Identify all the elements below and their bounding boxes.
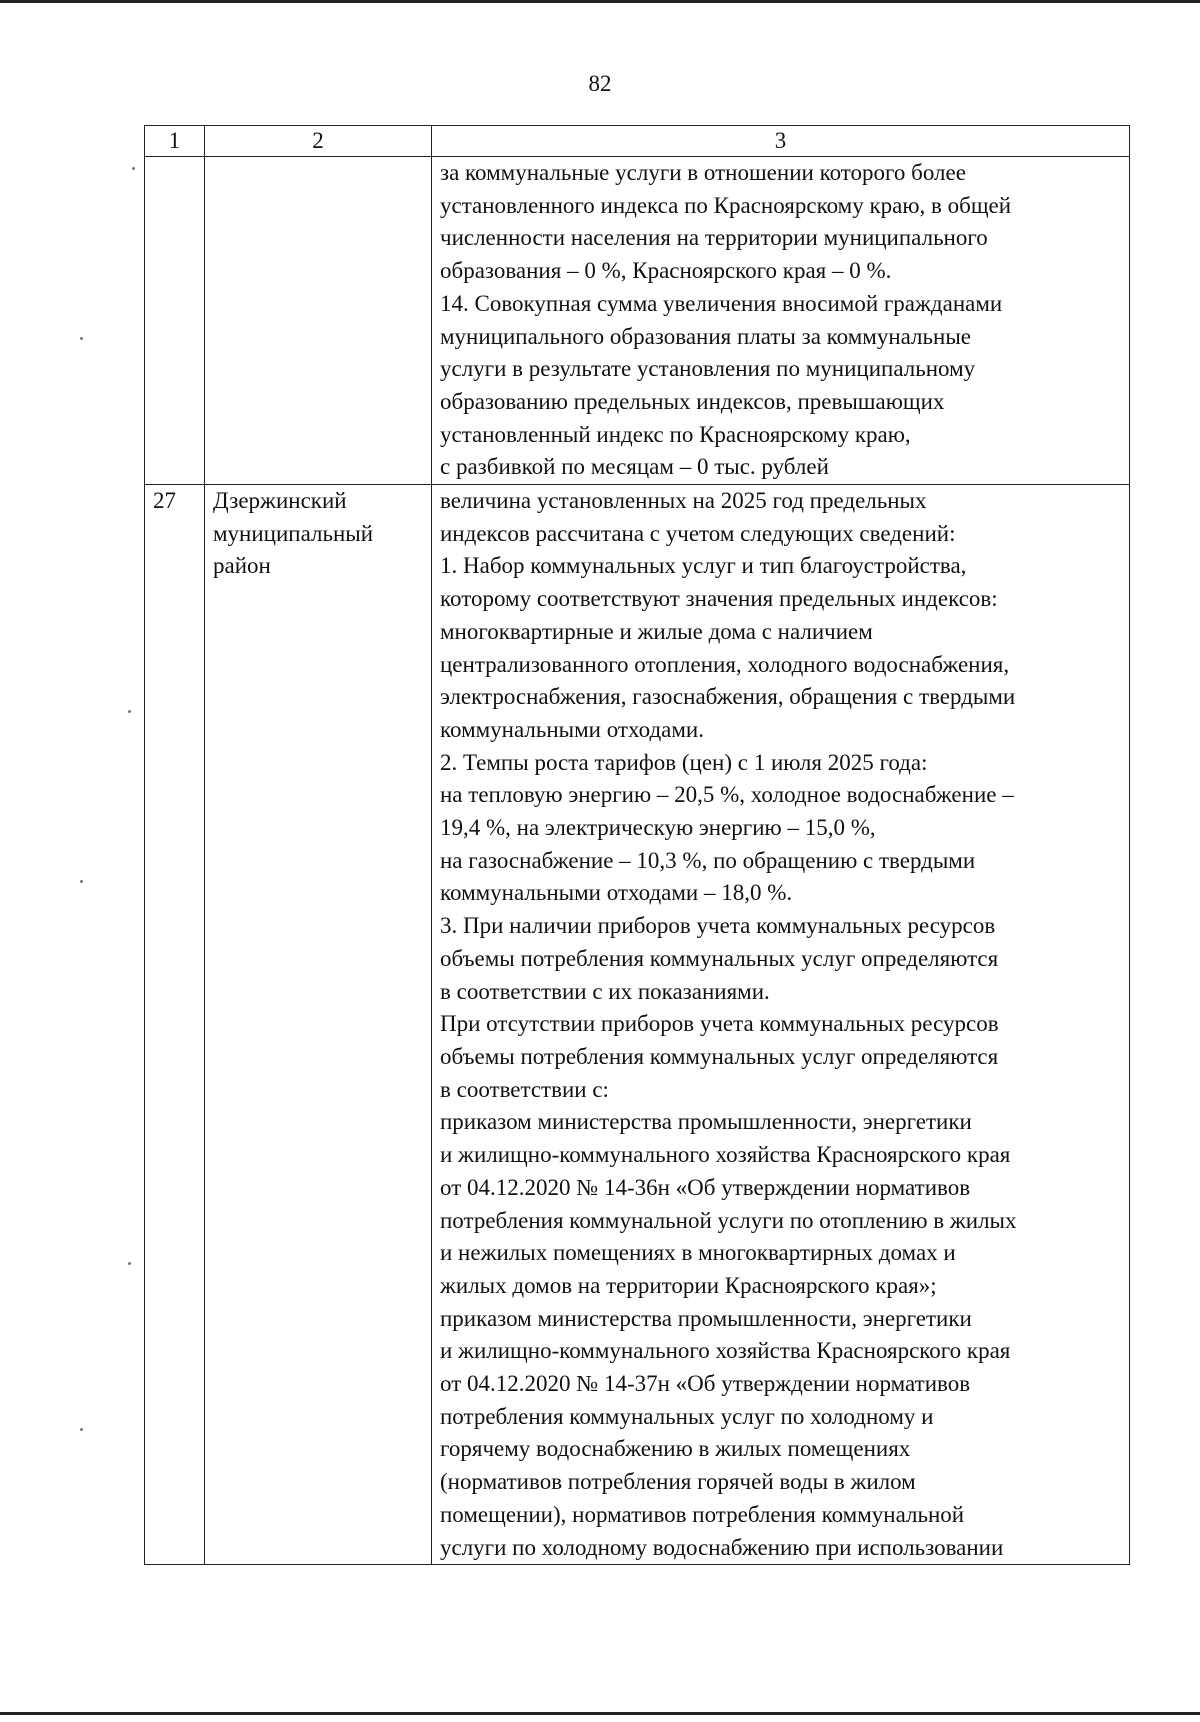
description-line: услуги в результате установления по муниципальному bbox=[440, 356, 976, 382]
description-line: многоквартирные и жилые дома с наличием bbox=[440, 618, 873, 644]
description-line: величина установленных на 2025 год предельных bbox=[440, 488, 927, 514]
column-header-3: 3 bbox=[432, 126, 1130, 157]
page-number: 82 bbox=[588, 71, 612, 96]
description-line: муниципального образования платы за коммунальные bbox=[440, 323, 971, 349]
description-line: жилых домов на территории Красноярского края»; bbox=[440, 1272, 937, 1298]
scan-speck bbox=[132, 167, 135, 170]
description-line: образования – 0 %, Красноярского края – 0 %. bbox=[440, 258, 892, 284]
municipality-name-cell bbox=[205, 157, 432, 485]
column-header-1: 1 bbox=[145, 126, 205, 157]
description-line: на газоснабжение – 10,3 %, по обращению с твердыми bbox=[440, 847, 976, 873]
description-line: приказом министерства промышленности, энергетики bbox=[440, 1109, 972, 1135]
description-line: установленный индекс по Красноярскому краю, bbox=[440, 421, 911, 447]
description-line: в соответствии с: bbox=[440, 1076, 609, 1102]
description-line: объемы потребления коммунальных услуг определяются bbox=[440, 945, 999, 971]
description-line: 2. Темпы роста тарифов (цен) с 1 июля 2025 года: bbox=[440, 749, 928, 775]
description-line: и жилищно-коммунального хозяйства Красноярского края bbox=[440, 1338, 1011, 1364]
description-line: централизованного отопления, холодного водоснабжения, bbox=[440, 651, 1010, 677]
description-line: потребления коммунальных услуг по холодному и bbox=[440, 1403, 934, 1429]
row-number-cell bbox=[145, 157, 205, 485]
description-cell bbox=[432, 485, 1130, 1565]
description-line: образованию предельных индексов, превышающих bbox=[440, 388, 945, 414]
description-line: приказом министерства промышленности, энергетики bbox=[440, 1305, 972, 1331]
description-line: горячему водоснабжению в жилых помещениях bbox=[440, 1436, 911, 1462]
description-line: с разбивкой по месяцам – 0 тыс. рублей bbox=[440, 454, 829, 480]
scan-bottom-border bbox=[0, 1712, 1200, 1715]
description-line: от 04.12.2020 № 14-36н «Об утверждении нормативов bbox=[440, 1174, 971, 1200]
description-line: (нормативов потребления горячей воды в жилом bbox=[440, 1469, 916, 1495]
municipality-name-line: муниципальный bbox=[213, 520, 374, 546]
description-line: 19,4 %, на электрическую энергию – 15,0 %, bbox=[440, 815, 876, 841]
description-line: 1. Набор коммунальных услуг и тип благоустройства, bbox=[440, 553, 967, 579]
scan-speck bbox=[80, 1428, 83, 1431]
scan-speck bbox=[128, 1262, 131, 1265]
description-line: и жилищно-коммунального хозяйства Красноярского края bbox=[440, 1142, 1011, 1168]
description-line: услуги по холодному водоснабжению при использовании bbox=[440, 1534, 1004, 1560]
description-line: 3. При наличии приборов учета коммунальных ресурсов bbox=[440, 913, 996, 939]
municipality-name-line: район bbox=[213, 553, 271, 579]
table-header-row bbox=[145, 126, 1130, 157]
description-line: и нежилых помещениях в многоквартирных домах и bbox=[440, 1240, 956, 1266]
description-line: 14. Совокупная сумма увеличения вносимой гражданами bbox=[440, 290, 1003, 316]
description-line: потребления коммунальной услуги по отоплению в жилых bbox=[440, 1207, 1017, 1233]
column-header-2: 2 bbox=[205, 126, 432, 157]
description-line: индексов рассчитана с учетом следующих сведений: bbox=[440, 520, 956, 546]
description-line: численности населения на территории муниципального bbox=[440, 225, 988, 251]
description-line: в соответствии с их показаниями. bbox=[440, 978, 770, 1004]
description-line: объемы потребления коммунальных услуг определяются bbox=[440, 1043, 999, 1069]
table-body bbox=[145, 157, 1130, 1565]
table-row bbox=[145, 157, 1130, 485]
row-number-cell: 27 bbox=[145, 485, 205, 1565]
scan-speck bbox=[128, 710, 131, 713]
description-line: При отсутствии приборов учета коммунальных ресурсов bbox=[440, 1011, 999, 1037]
description-line: от 04.12.2020 № 14-37н «Об утверждении нормативов bbox=[440, 1371, 971, 1397]
description-cell bbox=[432, 157, 1130, 485]
regulation-table bbox=[144, 125, 1130, 1565]
description-line: помещении), нормативов потребления коммунальной bbox=[440, 1501, 965, 1527]
description-line: на тепловую энергию – 20,5 %, холодное водоснабжение – bbox=[440, 782, 1014, 808]
description-line: коммунальными отходами. bbox=[440, 716, 704, 742]
municipality-name-line: Дзержинский bbox=[213, 488, 347, 514]
municipality-name-cell bbox=[205, 485, 432, 1565]
scan-speck bbox=[80, 880, 83, 883]
description-line: коммунальными отходами – 18,0 %. bbox=[440, 880, 793, 906]
table-row bbox=[145, 485, 1130, 1565]
scan-top-border bbox=[0, 0, 1200, 3]
scan-speck bbox=[80, 337, 83, 340]
description-line: которому соответствуют значения предельных индексов: bbox=[440, 586, 998, 612]
description-line: за коммунальные услуги в отношении которого более bbox=[440, 160, 966, 185]
description-line: электроснабжения, газоснабжения, обращения с твердыми bbox=[440, 684, 1016, 710]
description-line: установленного индекса по Красноярскому краю, в общей bbox=[440, 192, 1012, 218]
